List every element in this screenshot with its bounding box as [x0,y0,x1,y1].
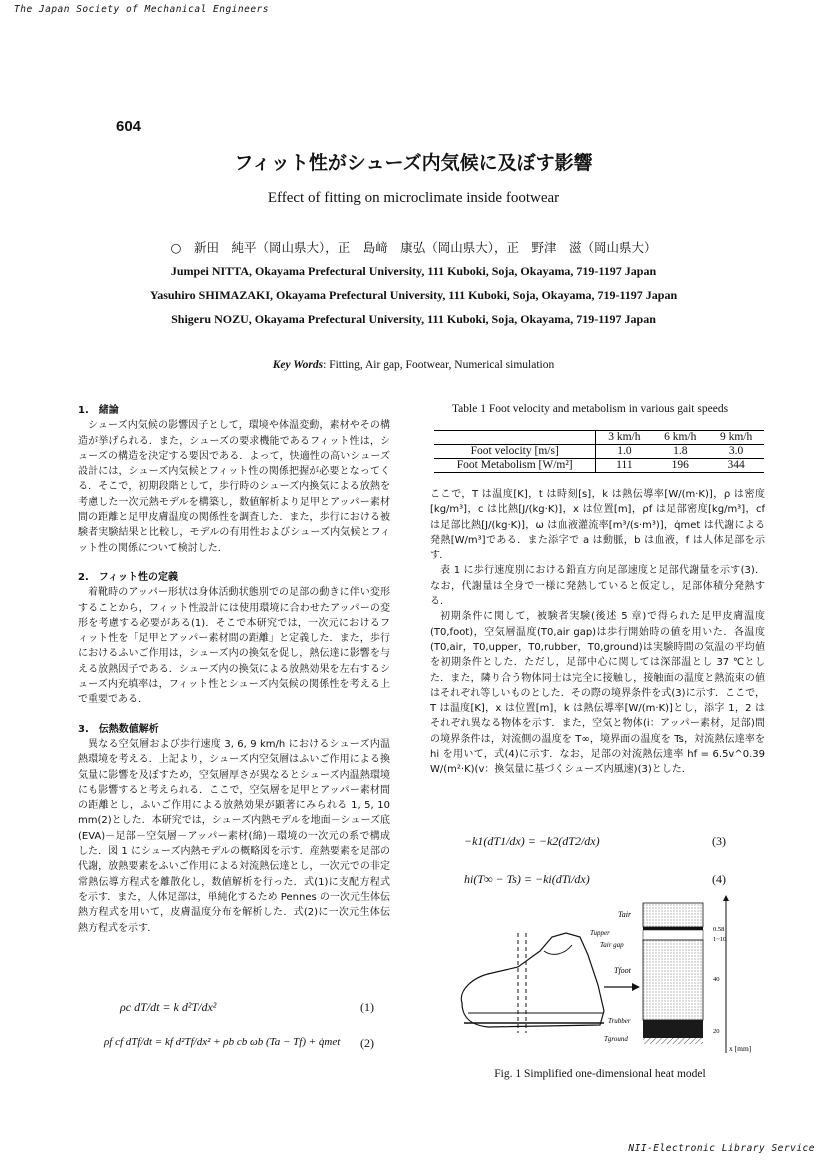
table-cell: 196 [671,459,689,471]
right-column [430,487,765,778]
section-1-heading: 1. 緒論 [78,405,119,416]
x-axis-label: x [mm] [729,1044,752,1053]
upper-layer [643,927,703,930]
dim-foot: 40 [713,976,720,983]
page-number: 604 [116,118,142,135]
rubber-layer [643,1020,703,1038]
dim-rubber: 20 [713,1028,720,1035]
equation-2: ρf cf dTf/dt = kf d²Tf/dx² + ρb cb ωb (Ta − Tf) + q̇met [104,1036,341,1048]
table-header-cell [434,431,596,445]
table-1 [434,430,764,473]
heat-model-diagram [448,895,768,1055]
table-cell: Foot velocity [m/s] [470,445,559,457]
equation-1-number: (1) [360,1000,374,1014]
section-3-body: 異なる空気層および歩行速度 3, 6, 9 km/h におけるシューズ内温熱環境を考える．上記より，シューズ内空気層はふいご作用による換気量に影響を及ぼすため，空気層厚さが異なるとシューズ内温熱環境にも影響すると考えられる．ここで，空気層を足甲とアッパー素材間の距離とし，ふいご作用による放熱効果が顕著にみられる 1, 5, 10 mm(2)とした．本研究では，シューズ内熱モデルを地面－シューズ底(EVA)－足部－空気層－アッパー素材(綿)－環境の一次元の系で構成した．図 1 にシューズ内熱モデルの概略図を示す．産熱要素を足部の代謝，放熱要素をふいご作用による対流熱伝達とし，一次元での非定常熱伝導方程式を離散化し，数値解析を行った．式(1)に支配方程式を示す．また，人体足部は，単純化するため Pennes の一次元生体伝熱方程式を用いて，皮膚温度分布を解析した．式(2)に一次元生体伝熱方程式を示す． [78,738,390,934]
table-1-description: 表 1 に歩行速度別における鉛直方向足部速度と足部代謝量を示す(3)．なお，代謝量は全身で一様に発熱していると仮定し，足部体積分発熱する． [430,565,765,608]
table-cell: 3.0 [728,445,744,457]
dim-airgap: 1~10 [713,936,727,943]
label-t-ground: Tground [604,1035,628,1043]
table-row [434,459,764,473]
table-header-cell: 3 km/h [596,431,652,445]
label-t-rubber: Trubber [608,1017,631,1025]
layer-column [643,903,703,1044]
boundary-conditions: 初期条件に関して，被験者実験(後述 5 章)で得られた足甲皮膚温度(T0,foot)，空気層温度(T0,air gap)は歩行開始時の値を用いた．各温度(T0,air，T0,upper，T0,rubber，T0,ground)は実験時間の気温の平均値を初期条件とした．ただし，足部中心に関しては深部温とし 37 ℃とした．また，隣り合う物体同士は完全に接触し，接触面の温度と熱流束の値はそれぞれ等しいものとした．その際の境界条件を式(3)に示す．ここで，T は温度[K]，x は位置[m]，k は熱伝導率[W/(m·K)]とし，添字 1，2 はそれぞれ異なる物体を示す．また，空気と物体(i：アッパー素材，足部)間の境界条件は，対流側の温度を T∞，境界面の温度を Ts，対流熱伝達率を hi を用いて，式(4)に示す．なお，足部の対流熱伝達率 hf = 6.5v^0.39 W/(m²·K)(v：換気量に基づくシューズ内風速)(3)とした． [430,611,765,776]
table-header-cell: 6 km/h [664,431,697,443]
air-layer [643,903,703,927]
section-2-heading: 2. フィット性の定義 [78,571,178,583]
equation-3-number: (3) [712,834,726,848]
equation-4-number: (4) [712,872,726,886]
shoe-drawing [461,933,604,1033]
table-1-caption: Table 1 Foot velocity and metabolism in various gait speeds [451,403,729,415]
ground-layer [643,1038,703,1044]
label-t-airgap: Tair gap [600,941,624,949]
keywords [0,359,827,371]
table-cell: 1.8 [673,445,688,457]
page-title: フィット性がシューズ内気候に及ぼす影響 [234,152,593,174]
table-cell: Foot Metabolism [W/m²] [456,459,573,471]
foot-layer [643,940,703,1020]
affiliation-3: Shigeru NOZU, Okayama Prefectural University, 111 Kuboki, Soja, Okayama, 719-1197 Japan [171,312,656,326]
dim-upper: 0.58 [713,926,725,933]
x-axis-arrow-icon [723,895,729,901]
equation-2-number: (2) [360,1036,374,1050]
authors-jp: ○ 新田 純平（岡山県大），正 島﨑 康弘（岡山県大），正 野津 滋（岡山県大） [170,240,657,255]
label-t-foot: Tfoot [614,966,631,975]
english-title: Effect of fitting on microclimate inside footwear [267,190,560,206]
figure-1-caption: Fig. 1 Simplified one-dimensional heat model [494,1068,706,1080]
air-gap-layer [643,930,703,940]
figure-1 [448,895,768,1055]
table-header-cell: 9 km/h [719,431,753,443]
equation-3: −k1(dT1/dx) = −k2(dT2/dx) [464,834,600,848]
left-column [78,403,390,936]
label-t-upper: Tupper [590,929,610,937]
affiliation-1: Jumpei NITTA, Okayama Prefectural University, 111 Kuboki, Soja, Okayama, 719-1197 Japan [170,264,657,278]
table-row [434,445,764,459]
keywords-label: Key Words [272,359,324,371]
table-cell: 344 [727,459,745,471]
table-cell: 1.0 [596,445,652,459]
society-header: The Japan Society of Mechanical Engineers [14,4,269,15]
label-t-air: Tair [618,910,632,919]
equation-1: ρc dT/dt = k d²T/dx² [120,1000,217,1014]
table-cell: 111 [596,459,652,473]
variable-definitions: ここで，T は温度[K]，t は時刻[s]，k は熱伝導率[W/(m·K)]，ρ は密度[kg/m³]，c は比熱[J/(kg·K)]，x は位置[m]，ρf は足部密度[kg/m³]，cf は足部比熱[J/(kg·K)]，ω は血液灌流率[m³/(s·m³)]，q̇met は代謝による発熱[W/m³]である．また添字で a は動脈，b は血液，f は人体足部を示す． [430,489,765,562]
table-header-row [434,431,764,445]
affiliation-2: Yasuhiro SHIMAZAKI, Okayama Prefectural University, 111 Kuboki, Soja, Okayama, 719-1197 Japan [149,288,678,302]
section-2-body: 着靴時のアッパー形状は身体活動状態別での足部の動きに伴い変形することから，フィット性設計には使用環境に合わせたアッパーの変形を考慮する必要がある(1)．そこで本研究では，一次元におけるフィット性を「足甲とアッパー素材間の距離」と定義した．また，歩行におけるふいご作用は，シューズ内の換気を促し，熱伝達に影響を与える放熱因子である．シューズ内の換気による放熱効果を左右するシューズ内充填率は，フィット性とシューズ内気候の関係性を考える上で重要である． [78,587,390,706]
arrow-head-icon [632,983,640,991]
equation-4: hi(T∞ − Ts) = −ki(dTi/dx) [464,872,590,886]
library-footer: NII-Electronic Library Service [628,1143,815,1154]
section-1-body: シューズ内気候の影響因子として，環境や体温変動，素材やその構造が挙げられる．また，シューズの要求機能であるフィット性は，シューズの構造を決定する要因である．よって，快適性の高いシューズ設計には，シューズ内気候とフィット性の関係把握が必要となってくる．そこで，初期段階として，歩行時のシューズ内換気による放熱を考慮した一次元熱モデルを構築し，数値解析より足甲とアッパー素材間の距離と足甲皮膚温度の関係性を調査した．また，歩行における被験者実験結果と比較し，モデルの有用性およびシューズ内気候とフィット性の関係について検討した． [78,420,390,554]
keywords-text: : Fitting, Air gap, Footwear, Numerical simulation [323,359,555,371]
section-3-heading: 3. 伝熱数値解析 [78,723,159,735]
